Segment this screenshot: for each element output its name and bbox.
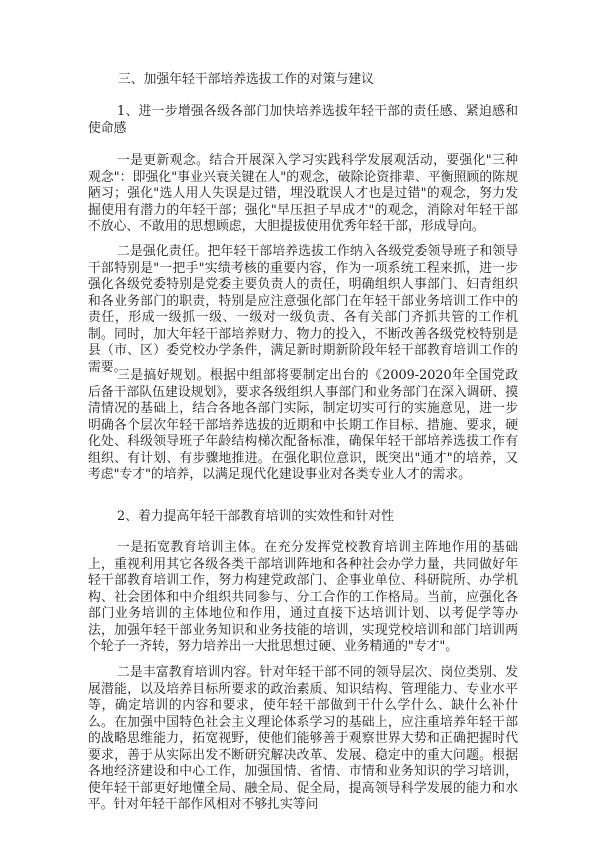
paragraph: 一是更新观念。结合开展深入学习实践科学发展观活动，要强化"三种观念"：即强化"事业兴衰关键在人"的观念，破除论资排辈、平衡照顾的陈规陋习；强化"选人用人失误是过错，埋没耽误人才也是过错"的观念，努力发掘使用有潜力的年轻干部；强化"早压担子早成才"的观念，消除对年轻干部不放心、不敢用的思想顾虑，大胆提拔使用优秀年轻干部，形成导向。 [88,153,518,234]
paragraph: 三是搞好规划。根据中组部将要制定出台的《2009-2020年全国党政后备干部队伍建设规划》，要求各级组织人事部门和业务部门在深入调研、摸清情况的基础上，结合各地各部门实际，制定切实可行的实施意见，进一步明确各个层次年轻干部培养选拔的近期和中长期工作目标、措施、要求，硬化处、科级领导班子年龄结构梯次配备标准，确保年轻干部培养选拔工作有组织、有计划、有步骤地推进。在强化职位意识，既突出"通才"的培养，又考虑"专才"的培养，以满足现代化建设事业对各类专业人才的需求。 [88,368,518,482]
paragraph: 二是强化责任。把年轻干部培养选拔工作纳入各级党委领导班子和领导干部特别是"一把手"实绩考核的重要内容，作为一项系统工程来抓，进一步强化各级党委特别是党委主要负责人的责任，明确组织人事部门、妇青组织和各业务部门的职责，特别是应注意强化部门在年轻干部业务培训工作中的责任，形成一级抓一级、一级对一级负责、各有关部门齐抓共管的工作机制。同时，加大年轻干部培养财力、物力的投入，不断改善各级党校特别是县（市、区）委党校办学条件，满足新时期新阶段年轻干部教育培训工作的需要。 [88,244,518,375]
subheading-2: 2、着力提高年轻干部教育培训的实效性和针对性 [117,509,394,524]
subheading-1: 1、进一步增强各级各部门加快培养选拔年轻干部的责任感、紧迫感和使命感 [88,104,518,136]
paragraph: 一是拓宽教育培训主体。在充分发挥党校教育培训主阵地作用的基础上，重视利用其它各级各类干部培训阵地和各种社会办学力量，共同做好年轻干部教育培训工作，努力构建党政部门、企事业单位、科研院所、办学机构、社会团体和中介组织共同参与、分工合作的工作格局。当前，应强化各部门业务培训的主体地位和作用，通过直接下达培训计划、以考促学等办法，加强年轻干部业务知识和业务技能的培训，实现党校培训和部门培训两个轮子一齐转，努力培养出一大批思想过硬、业务精通的"专才"。 [88,540,518,654]
section-heading: 三、加强年轻干部培养选拔工作的对策与建议 [118,72,374,87]
paragraph: 二是丰富教育培训内容。针对年轻干部不同的领导层次、岗位类别、发展潜能，以及培养目标所要求的政治素质、知识结构、管理能力、专业水平等，确定培训的内容和要求，使年轻干部做到干什么学什么、缺什么补什么。在加强中国特色社会主义理论体系学习的基础上，应注重培养年轻干部的战略思维能力，拓宽视野，使他们能够善于观察世界大势和正确把握时代要求，善于从实际出发不断研究解决改革、发展、稳定中的重大问题。根据各地经济建设和中心工作，加强国情、省情、市情和业务知识的学习培训，使年轻干部更好地懂全局、融全局、促全局，提高领导科学发展的能力和水平。针对年轻干部作风相对不够扎实等问 [88,665,518,812]
